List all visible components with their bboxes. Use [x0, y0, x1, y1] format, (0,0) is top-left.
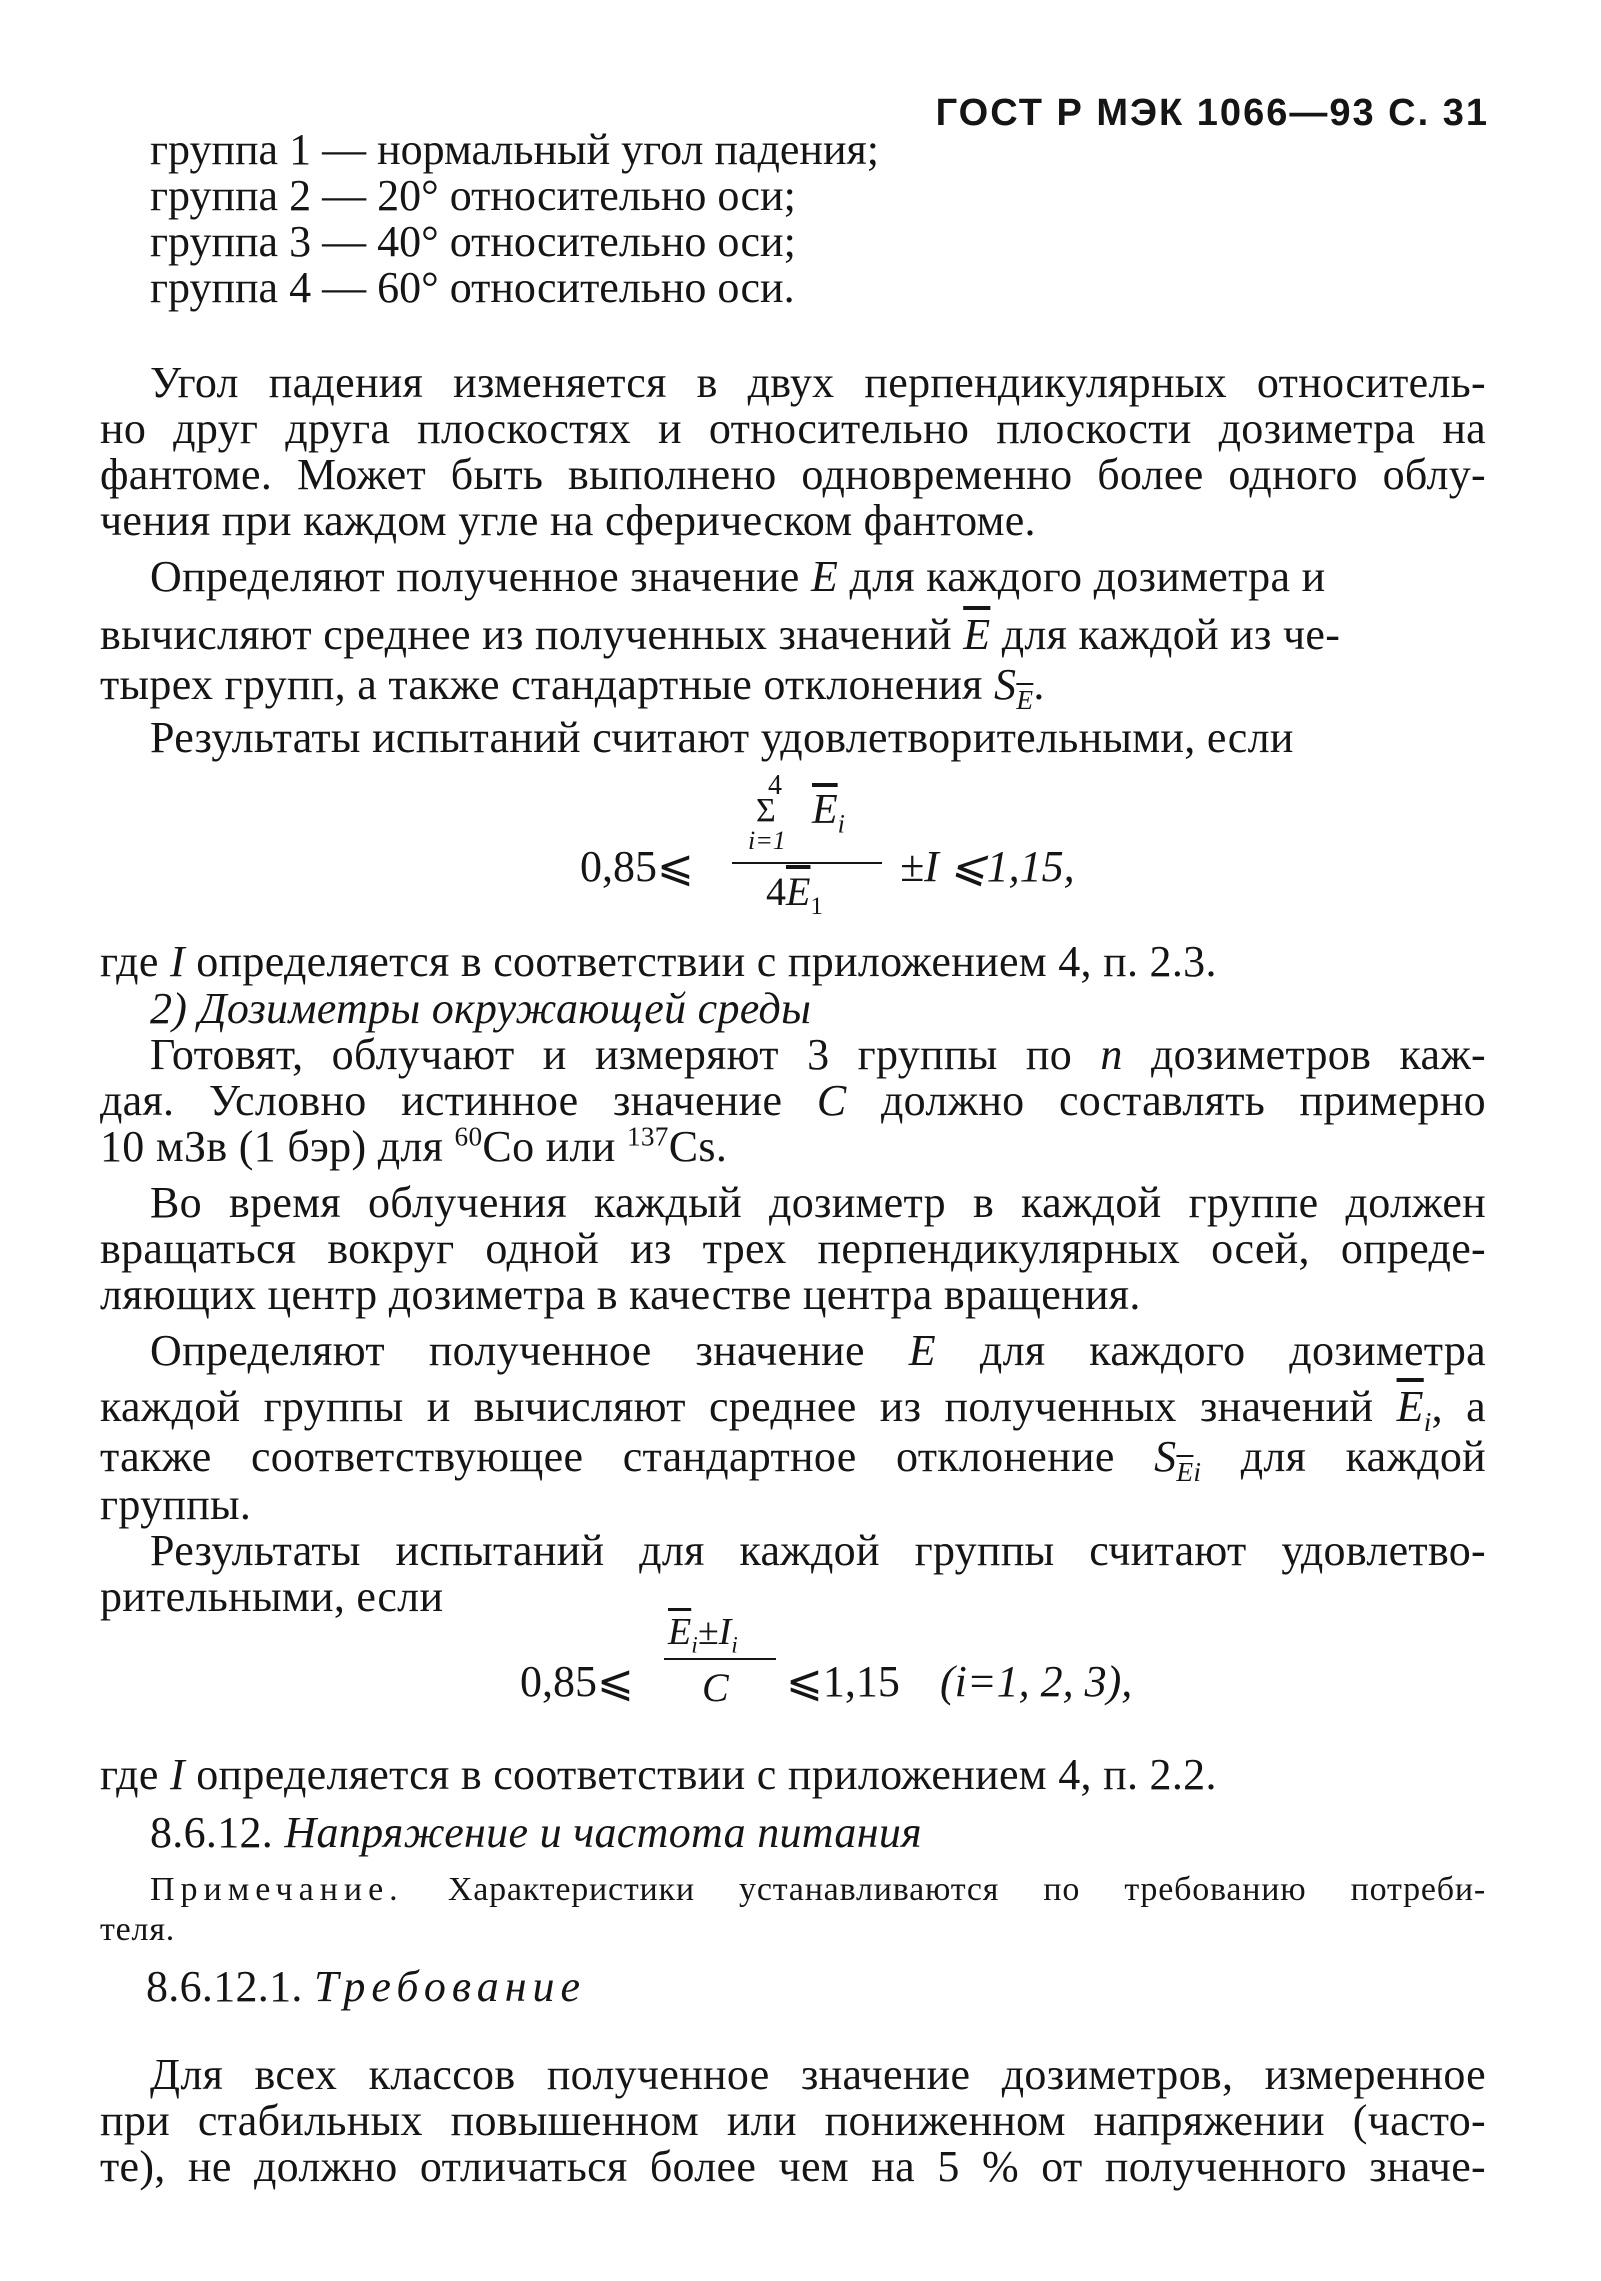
group-item: группа 1 — нормальный угол падения;	[150, 125, 879, 174]
text-run: где	[100, 937, 159, 986]
fraction-denominator	[766, 868, 823, 920]
section-number: 8.6.12.	[150, 1808, 274, 1857]
text-line	[100, 1076, 1486, 1126]
variable-S: S	[994, 660, 1017, 709]
text-line: те), не должно отличаться более чем на 5 % от полученного значе-	[100, 2142, 1486, 2191]
group-angle: 40	[377, 217, 422, 266]
text-line: чения при каждом угле на сферическом фантоме.	[100, 496, 1036, 545]
text-line	[100, 660, 1440, 715]
note-label: Примечание.	[150, 1871, 404, 1908]
variable-n: n	[1100, 1030, 1123, 1079]
text-run: Co или	[482, 1122, 616, 1171]
index-i: i	[691, 1632, 698, 1659]
variable-E-mean: $\overline{E}$	[786, 869, 811, 914]
where-I-clause	[100, 1750, 1440, 1800]
text-run: для каждого дозиметра и	[849, 552, 1326, 601]
text-line: рительными, если	[100, 1572, 444, 1621]
operator-term: ±I	[697, 1611, 732, 1653]
text-line: Во время облучения каждый дозиметр в каждой группе должен	[150, 1178, 1486, 1227]
index-i: i	[837, 809, 845, 839]
formula-lhs: 0,85⩽	[580, 842, 694, 891]
group-item: группа 4 — 60° относительно оси.	[150, 263, 795, 312]
fraction-numerator	[668, 1610, 738, 1659]
variable-C: C	[816, 1076, 847, 1125]
sum-term	[812, 786, 845, 839]
index-i: i	[1193, 1456, 1202, 1487]
text-line: но друг друга плоскостях и относительно плоскости дозиметра на	[100, 404, 1486, 453]
text-line	[100, 1382, 1486, 1437]
group-text: относительно оси;	[449, 171, 796, 220]
text-run: 10 мЗв (1 бэр) для	[100, 1122, 444, 1171]
variable-subscript: E	[1016, 684, 1034, 715]
formula-lhs: 0,85⩽	[520, 1657, 634, 1706]
index-i: i	[1423, 1406, 1432, 1437]
text-line: Угол падения изменяется в двух перпендикулярных относитель-	[150, 358, 1486, 407]
sum-sign: Σ	[756, 792, 776, 829]
text-line	[150, 1326, 1486, 1376]
variable-subscript: E	[1176, 1456, 1194, 1487]
text-run: тырех групп, а также стандартные отклонения	[100, 660, 983, 709]
group-label: группа 2	[150, 171, 312, 220]
text-run: каждой группы и вычисляют среднее из полученных значений	[100, 1382, 1374, 1431]
formula-rhs: ⩽1,15	[786, 1657, 900, 1706]
results-statement: Результаты испытаний считают удовлетворительными, если	[150, 713, 1294, 762]
text-run: дозиметров каж-	[1150, 1030, 1486, 1079]
text-run: где	[100, 1750, 159, 1799]
text-run: должно составлять примерно	[880, 1076, 1486, 1125]
section-number: 8.6.12.1.	[146, 1962, 303, 2011]
fraction-bar	[664, 1658, 776, 1660]
group-label: группа 1	[150, 125, 312, 174]
text-line	[150, 552, 1490, 602]
text-run: для каждой из че-	[1001, 610, 1341, 659]
text-line: Для всех классов полученное значение дозиметров, измеренное	[150, 2050, 1486, 2099]
variable-E-mean: $\overline{E}$	[1396, 1382, 1424, 1431]
index-i: i	[731, 1632, 738, 1659]
text-run: для каждой	[1240, 1432, 1486, 1481]
variable-E-mean: $\overline{E}$	[963, 610, 991, 659]
text-run: , а	[1431, 1382, 1486, 1431]
group-item: группа 3 — 40° относительно оси;	[150, 217, 796, 266]
text-run: дая. Условно истинное значение	[100, 1076, 783, 1125]
variable-E: E	[908, 1326, 936, 1375]
group-label: группа 3	[150, 217, 312, 266]
index-1: 1	[810, 893, 823, 920]
text-run: Характеристики устанавливаются по требованию потреби-	[447, 1871, 1486, 1908]
text-line	[100, 1122, 1440, 1172]
group-text: относительно оси.	[449, 263, 795, 312]
section-heading	[146, 1962, 1486, 2012]
text-line: фантоме. Может быть выполнено одновременно более одного облу-	[100, 450, 1486, 499]
text-line	[100, 1432, 1486, 1487]
text-line: ляющих центр дозиметра в качестве центра вращения.	[100, 1270, 1141, 1319]
group-angle: 20	[377, 171, 422, 220]
formula-condition: (i=1, 2, 3),	[940, 1657, 1133, 1706]
variable-E-mean: $\overline{E}$	[812, 787, 838, 833]
text-run: Определяют полученное значение	[150, 1326, 865, 1375]
note-line	[150, 1870, 1486, 1910]
group-label: группа 4	[150, 263, 312, 312]
isotope-mass: 137	[626, 1121, 669, 1152]
group-text: нормальный угол падения;	[377, 125, 879, 174]
variable-S: S	[1154, 1432, 1177, 1481]
text-line	[100, 610, 1440, 660]
text-run: определяется в соответствии с приложением 4, п. 2.2.	[196, 1750, 1217, 1799]
isotope-mass: 60	[454, 1121, 483, 1152]
subsection-title: 2) Дозиметры окружающей среды	[150, 984, 812, 1033]
denominator-number: 4	[766, 869, 786, 914]
sum-upper-limit: 4	[768, 770, 782, 801]
variable-I: I	[169, 937, 185, 986]
text-run: также соответствующее стандартное отклонение	[100, 1432, 1115, 1481]
note-line: теля.	[100, 1911, 176, 1948]
text-run: определяется в соответствии с приложением 4, п. 2.3.	[196, 937, 1217, 986]
variable-I: I	[169, 1750, 185, 1799]
variable-E-mean: $\overline{E}$	[668, 1611, 692, 1653]
sum-lower-limit: i=1	[748, 826, 786, 855]
text-line	[150, 1030, 1486, 1080]
group-item: группа 2 — 20° относительно оси;	[150, 171, 796, 220]
formula-rhs: ±I ⩽1,15,	[900, 842, 1075, 891]
section-title: Требование	[314, 1962, 587, 2011]
fraction-denominator: C	[702, 1665, 729, 1710]
text-run: Определяют полученное значение	[150, 552, 800, 601]
text-run: вычисляют среднее из полученных значений	[100, 610, 952, 659]
variable-E: E	[810, 552, 839, 601]
where-I-clause	[100, 937, 1440, 987]
fraction-bar	[732, 862, 882, 864]
text-run: Cs.	[668, 1122, 728, 1171]
section-heading	[150, 1808, 1490, 1858]
section-title: Напряжение и частота питания	[284, 1808, 922, 1857]
text-line: вращаться вокруг одной из трех перпендикулярных осей, опреде-	[100, 1224, 1486, 1273]
text-line: группы.	[100, 1480, 252, 1529]
group-text: относительно оси;	[449, 217, 796, 266]
text-line: Результаты испытаний для каждой группы считают удовлетво-	[150, 1526, 1486, 1575]
text-line: при стабильных повышенном или пониженном напряжении (часто-	[100, 2096, 1486, 2145]
text-run: Готовят, облучают и измеряют 3 группы по	[150, 1030, 1073, 1079]
page-header: ГОСТ Р МЭК 1066—93 С. 31	[935, 92, 1489, 134]
group-angle: 60	[377, 263, 422, 312]
text-run: для каждого дозиметра	[979, 1326, 1486, 1375]
text-run: .	[1033, 660, 1045, 709]
